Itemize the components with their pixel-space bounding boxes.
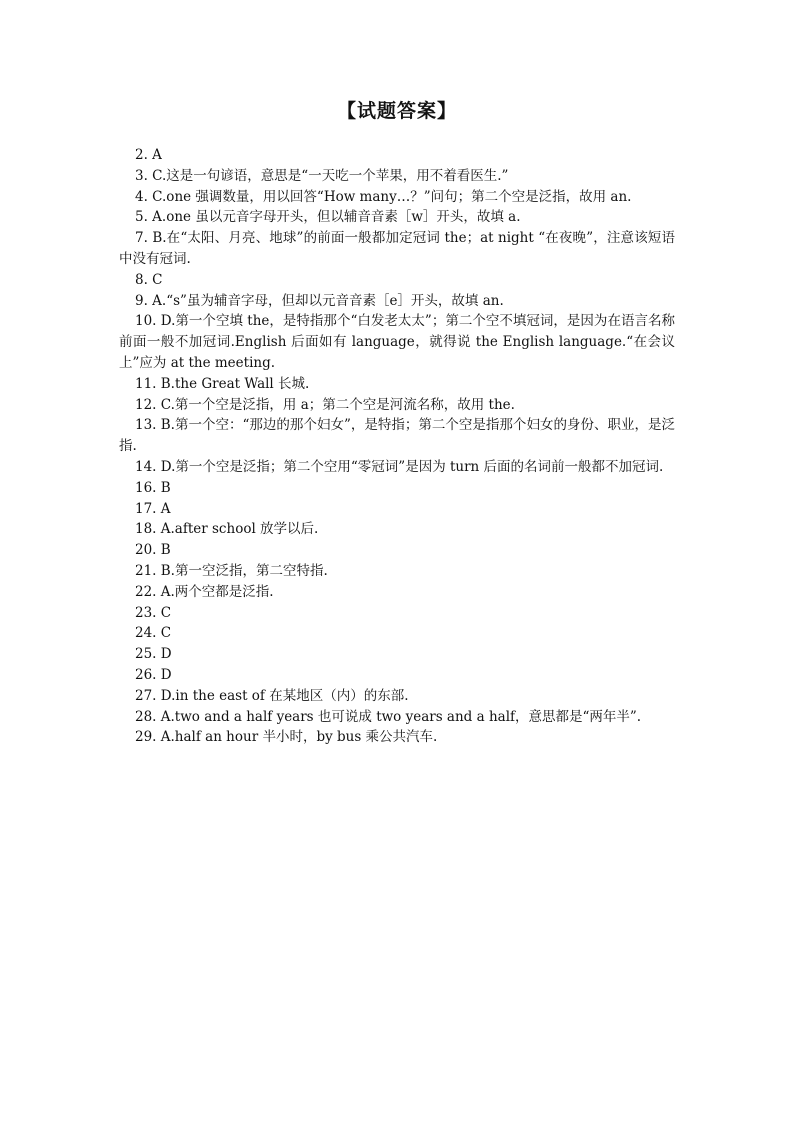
answer-item: 22. A.两个空都是泛指. [135,583,274,600]
answer-item: 28. A.two and a half years 也可说成 two years and a half，意思都是“两年半”. [135,708,642,725]
answer-item: 13. B.第一个空：“那边的那个妇女”，是特指；第二个空是指那个妇女的身份、职业，是泛指. [119,417,675,455]
answer-item: 29. A.half an hour 半小时，by bus 乘公共汽车. [135,729,438,746]
answer-item: 24. C [135,625,172,642]
answer-item: 12. C.第一个空是泛指，用 a；第二个空是河流名称，故用 the. [135,396,515,413]
answer-item: 11. B.the Great Wall 长城. [135,375,310,392]
answer-item: 4. C.one 强调数量，用以回答“How many…？”问句；第二个空是泛指，故用 an. [135,188,632,205]
answer-item: 23. C [135,604,172,621]
answer-item: 16. B [135,479,171,496]
answer-item: 8. C [135,271,163,288]
answer-item: 26. D [135,666,172,683]
answer-item: 9. A.“s”虽为辅音字母，但却以元音音素［e］开头，故填 an. [135,292,504,309]
answer-item: 20. B [135,542,171,559]
answer-item: 18. A.after school 放学以后. [135,521,319,538]
answer-list [119,145,675,748]
answer-item: 25. D [135,646,172,663]
answer-item: 10. D.第一个空填 the，是特指那个“白发老太太”；第二个空不填冠词，是因为在语言名称前面一般不加冠词.English 后面如有 language，就得说 the English language.“在会议上”应为 at the meeting. [119,313,675,371]
page-title: 【试题答案】 [336,100,457,122]
answer-item: 27. D.in the east of 在某地区（内）的东部. [135,687,409,704]
answer-item: 7. B.在“太阳、月亮、地球”的前面一般都加定冠词 the；at night “在夜晚”，注意该短语中没有冠词. [119,230,675,267]
answer-item: 17. A [135,500,171,517]
answer-item: 2. A [135,147,162,163]
answer-item: 5. A.one 虽以元音字母开头，但以辅音音素［w］开头，故填 a. [135,209,521,226]
answer-item: 14. D.第一个空是泛指；第二个空用“零冠词”是因为 turn 后面的名词前一般都不加冠词. [135,458,664,475]
answer-item: 3. C.这是一句谚语，意思是“一天吃一个苹果，用不着看医生.” [135,167,509,184]
answer-item: 21. B.第一空泛指，第二空特指. [135,562,328,579]
